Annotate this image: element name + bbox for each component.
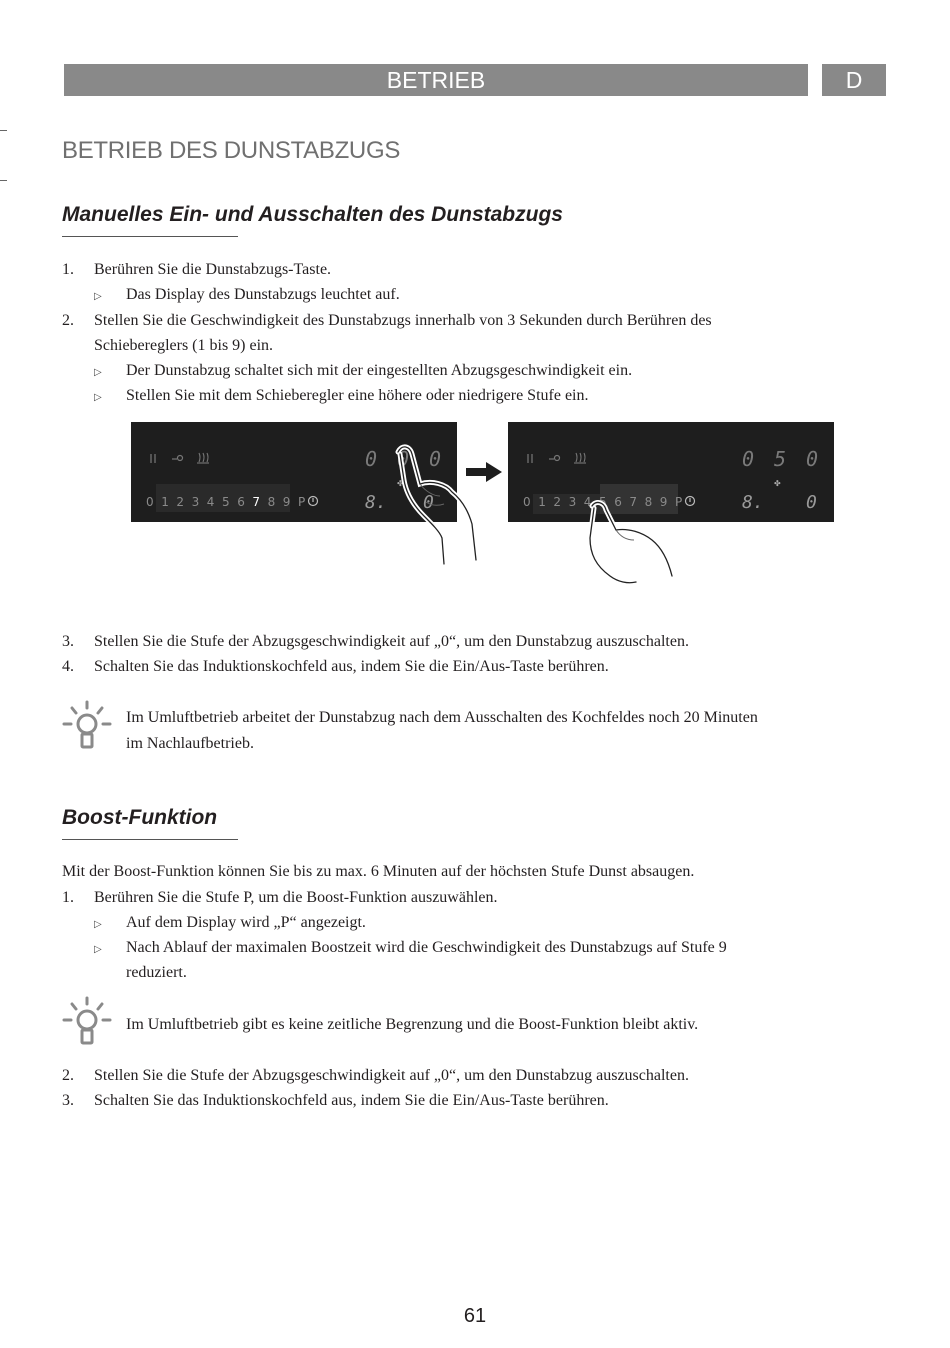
list-number: 1.: [62, 261, 74, 278]
list-subitem: Nach Ablauf der maximalen Boostzeit wird die Geschwindigkeit des Dunstabzugs auf Stufe 9: [126, 939, 727, 956]
list-subitem: Auf dem Display wird „P“ angezeigt.: [126, 914, 366, 931]
slider-step-8: 8: [267, 495, 276, 509]
power-icon: [309, 497, 318, 506]
bullet-icon: ▷: [94, 919, 102, 930]
heat-icon: [197, 453, 209, 463]
display-digit: 0: [397, 447, 410, 471]
display-digit: 8.: [365, 492, 387, 513]
list-number: 4.: [62, 658, 74, 675]
slider-step-9: 9: [659, 495, 668, 509]
tip-text: Im Umluftbetrieb gibt es keine zeitliche Begrenzung und die Boost-Funktion bleibt aktiv.: [126, 1016, 699, 1033]
section-title-boost: Boost-Funktion: [62, 806, 218, 829]
list-item-continued: Schiebereglers (1 bis 9) ein.: [94, 337, 274, 354]
svg-text:8.0: [742, 492, 817, 513]
pause-icon: [528, 454, 532, 463]
bullet-icon: ▷: [94, 392, 102, 403]
slider-step-3: 3: [191, 495, 200, 509]
list-item: Stellen Sie die Stufe der Abzugsgeschwindigkeit auf „0“, um den Dunstabzug auszuschalten.: [94, 633, 689, 650]
display-digit: 5: [774, 447, 787, 471]
page-number: 61: [463, 1305, 487, 1327]
list-item: Berühren Sie die Stufe P, um die Boost-Funktion auszuwählen.: [94, 889, 498, 906]
list-number: 2.: [62, 312, 74, 329]
slider-step-0: 0: [146, 495, 154, 509]
slider-step-0: 0: [523, 495, 531, 509]
page-title: BETRIEB DES DUNSTABZUGS: [62, 137, 401, 164]
heat-icon: [574, 453, 586, 463]
slider-step-8: 8: [644, 495, 653, 509]
key-lock-icon: [172, 456, 183, 461]
tip-text: im Nachlaufbetrieb.: [126, 735, 254, 752]
slider-step-4: 4: [583, 495, 592, 509]
list-number: 3.: [62, 633, 74, 650]
display-digit: 0: [742, 447, 755, 471]
list-item: Stellen Sie die Stufe der Abzugsgeschwindigkeit auf „0“, um den Dunstabzug auszuschalten.: [94, 1067, 689, 1084]
slider-step-1: 1: [538, 495, 546, 509]
display-digit: 0: [429, 447, 442, 471]
list-subitem-continued: reduziert.: [126, 964, 187, 981]
hand-pointer-icon: [390, 440, 490, 570]
list-item: Schalten Sie das Induktionskochfeld aus, indem Sie die Ein/Aus-Taste berühren.: [94, 1092, 609, 1109]
title-underline: [62, 839, 238, 840]
intro-text: Mit der Boost-Funktion können Sie bis zu max. 6 Minuten auf der höchsten Stufe Dunst absaugen.: [62, 863, 695, 880]
lightbulb-tip-icon: [62, 996, 112, 1048]
language-tab: D: [822, 64, 886, 96]
list-subitem: Stellen Sie mit dem Schieberegler eine höhere oder niedrigere Stufe ein.: [126, 387, 589, 404]
display-digit: 0: [806, 492, 817, 513]
title-underline: [62, 236, 238, 237]
display-digit: 0: [365, 447, 378, 471]
tip-text: Im Umluftbetrieb arbeitet der Dunstabzug nach dem Ausschalten des Kochfeldes noch 20 Minuten: [126, 709, 758, 726]
slider-step-4: 4: [206, 495, 215, 509]
slider-step-5: 5: [599, 495, 607, 509]
section-title-manual: Manuelles Ein- und Ausschalten des Dunstabzugs: [62, 203, 563, 226]
slider-step-7: 7: [252, 495, 261, 509]
display-digit: 0: [423, 492, 434, 513]
slider-step-2: 2: [176, 495, 185, 509]
list-subitem: Der Dunstabzug schaltet sich mit der eingestellten Abzugsgeschwindigkeit ein.: [126, 362, 633, 379]
slider-step-3: 3: [568, 495, 577, 509]
slider-step-1: 1: [161, 495, 169, 509]
slider-step-5: 5: [222, 495, 230, 509]
display-digit: 8.: [742, 492, 764, 513]
list-subitem: Das Display des Dunstabzugs leuchtet auf.: [126, 286, 400, 303]
slider-step-9: 9: [282, 495, 291, 509]
section-header: BETRIEB: [64, 64, 808, 96]
slider-step-2: 2: [553, 495, 562, 509]
list-item: Berühren Sie die Dunstabzugs-Taste.: [94, 261, 332, 278]
bullet-icon: ▷: [94, 944, 102, 955]
pause-icon: [151, 454, 155, 463]
fan-icon: ✤: [774, 479, 781, 488]
list-number: 1.: [62, 889, 74, 906]
slider-step-6: 6: [237, 495, 245, 509]
display-digit: 0: [806, 447, 819, 471]
crop-mark: [0, 180, 7, 181]
fan-icon: ✤: [397, 479, 404, 488]
svg-text:050: [742, 447, 818, 471]
list-number: 3.: [62, 1092, 74, 1109]
list-item: Stellen Sie die Geschwindigkeit des Dunstabzugs innerhalb von 3 Sekunden durch Berühren des: [94, 312, 712, 329]
bullet-icon: ▷: [94, 367, 102, 378]
slider-step-P: P: [675, 495, 683, 509]
hand-pointer-icon: [580, 498, 690, 588]
list-item: Schalten Sie das Induktionskochfeld aus, indem Sie die Ein/Aus-Taste berühren.: [94, 658, 609, 675]
bullet-icon: ▷: [94, 291, 102, 302]
slider-step-P: P: [298, 495, 306, 509]
crop-mark: [0, 130, 7, 131]
slider-step-7: 7: [629, 495, 638, 509]
key-lock-icon: [549, 456, 560, 461]
list-number: 2.: [62, 1067, 74, 1084]
lightbulb-tip-icon: [62, 700, 112, 752]
slider-step-6: 6: [614, 495, 622, 509]
